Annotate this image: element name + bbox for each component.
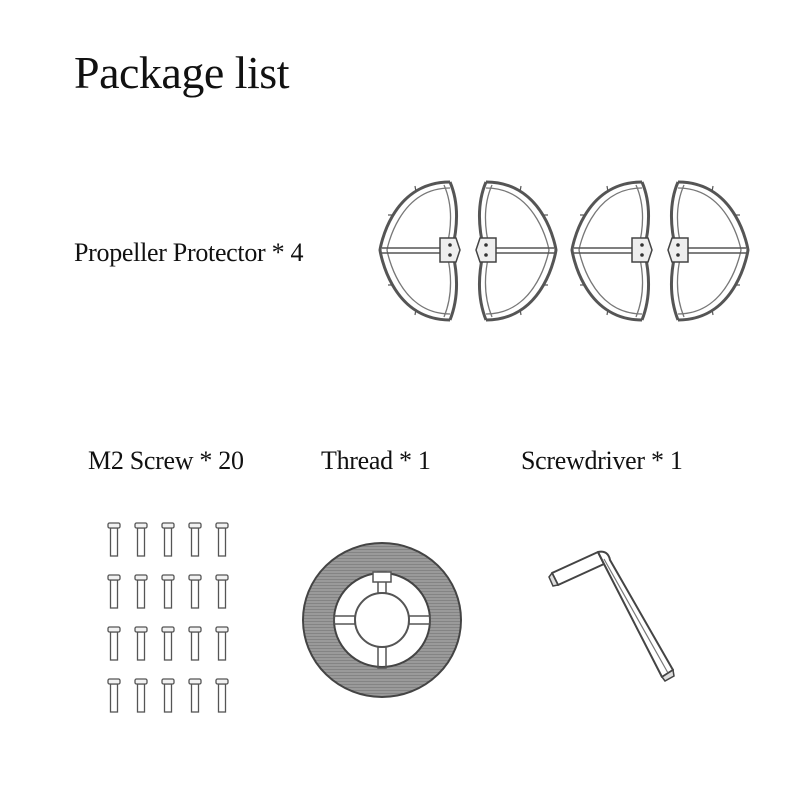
screw <box>108 523 120 556</box>
screw <box>189 679 201 712</box>
screw-icon <box>100 515 240 720</box>
screw <box>135 523 147 556</box>
screw <box>108 575 120 608</box>
screw <box>216 627 228 660</box>
item-label-thread: Thread * 1 <box>321 446 431 475</box>
screw <box>216 575 228 608</box>
item-label-screwdriver: Screwdriver * 1 <box>521 446 683 475</box>
page-title: Package list <box>74 47 289 98</box>
screw <box>189 627 201 660</box>
propeller-protector-icon <box>370 170 760 340</box>
screw <box>189 575 201 608</box>
screw <box>162 627 174 660</box>
screw <box>135 627 147 660</box>
screw <box>162 575 174 608</box>
guard-3 <box>572 182 652 320</box>
screw <box>108 627 120 660</box>
screw <box>162 679 174 712</box>
screw <box>216 523 228 556</box>
thread-spool-icon <box>300 540 465 700</box>
screw <box>162 523 174 556</box>
guard-1 <box>380 182 460 320</box>
screw <box>135 679 147 712</box>
guard-4 <box>668 182 748 320</box>
guard-2 <box>476 182 556 320</box>
screw <box>189 523 201 556</box>
screw <box>108 679 120 712</box>
hex-key-icon <box>540 540 690 690</box>
item-label-propeller-protector: Propeller Protector * 4 <box>74 238 304 267</box>
item-label-m2-screw: M2 Screw * 20 <box>88 446 244 475</box>
screw <box>216 679 228 712</box>
screw <box>135 575 147 608</box>
